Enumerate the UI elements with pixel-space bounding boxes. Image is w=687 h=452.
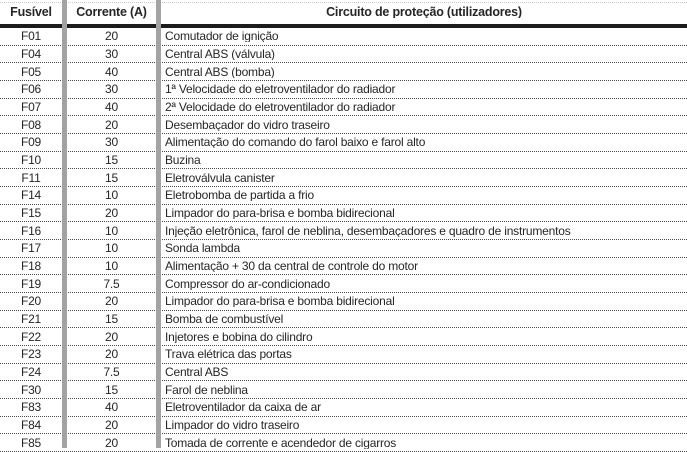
circuit-cell: Alimentação + 30 da central de controle do motor [165, 260, 418, 273]
circuit-cell: Trava elétrica das portas [165, 348, 292, 361]
fuse-id-cell: F04 [20, 47, 42, 61]
current-cell: 15 [105, 382, 118, 397]
circuit-cell: 2ª Velocidade do eletroventilador do radiador [165, 101, 396, 114]
table-row [0, 81, 687, 99]
current-cell: 15 [105, 312, 118, 327]
table-row [0, 275, 687, 293]
fuse-id-cell: F85 [20, 435, 42, 450]
circuit-cell: Central ABS [165, 366, 229, 379]
circuit-cell: 1ª Velocidade do eletroventilador do radiador [165, 83, 396, 96]
table-row [0, 63, 687, 81]
table-row [0, 399, 687, 417]
table-row [0, 99, 687, 117]
fuse-id-cell: F11 [21, 170, 41, 185]
table-row [0, 222, 687, 240]
fuse-id-cell: F01 [20, 29, 42, 44]
current-cell: 20 [105, 294, 118, 309]
table-row [0, 46, 687, 64]
current-cell: 20 [105, 29, 118, 44]
current-cell: 15 [105, 170, 118, 185]
fuse-id-cell: F05 [20, 64, 42, 79]
current-cell: 20 [105, 329, 118, 344]
circuit-cell: Limpador do para-brisa e bomba bidirecional [165, 207, 395, 220]
fuse-id-cell: F08 [20, 117, 42, 132]
fuse-id-cell: F15 [20, 206, 42, 221]
circuit-cell: Buzina [165, 154, 201, 167]
current-cell: 30 [105, 135, 118, 150]
table-row [0, 240, 687, 258]
circuit-cell: Comutador de ignição [165, 30, 279, 43]
current-cell: 7.5 [103, 276, 120, 291]
current-cell: 15 [105, 153, 118, 168]
table-row [0, 434, 687, 452]
circuit-cell: Alimentação do comando do farol baixo e farol alto [165, 136, 426, 149]
fuse-id-cell: F84 [20, 418, 42, 433]
current-cell: 30 [105, 82, 118, 97]
current-cell: 10 [105, 188, 118, 203]
fuse-id-cell: F14 [20, 188, 42, 203]
circuit-cell: Eletroventilador da caixa de ar [165, 401, 321, 414]
fuse-id-cell: F19 [20, 276, 42, 291]
table-row [0, 205, 687, 223]
column-header-fusivel: Fusível [10, 4, 52, 19]
current-cell: 7.5 [103, 365, 120, 380]
circuit-cell: Injeção eletrônica, farol de neblina, desembaçadores e quadro de instrumentos [165, 224, 571, 237]
table-row [0, 258, 687, 276]
fuse-id-cell: F22 [20, 329, 42, 344]
table-row [0, 169, 687, 187]
circuit-cell: Farol de neblina [165, 383, 248, 396]
fuse-id-cell: F07 [20, 100, 42, 115]
column-header-corrente: Corrente (A) [76, 4, 147, 19]
table-row [0, 134, 687, 152]
current-cell: 10 [105, 259, 118, 274]
fuse-id-cell: F16 [20, 223, 42, 238]
current-cell: 40 [105, 100, 118, 115]
current-cell: 20 [105, 117, 118, 132]
fuse-id-cell: F21 [20, 312, 42, 327]
table-row [0, 187, 687, 205]
circuit-cell: Tomada de corrente e acendedor de cigarros [165, 436, 397, 449]
current-cell: 30 [105, 47, 118, 61]
table-row [0, 364, 687, 382]
table-body [0, 28, 687, 452]
fuse-id-cell: F18 [20, 259, 42, 274]
current-cell: 10 [105, 223, 118, 238]
column-divider [62, 0, 67, 448]
current-cell: 20 [105, 418, 118, 433]
circuit-cell: Central ABS (válvula) [165, 48, 275, 60]
fuse-id-cell: F20 [20, 294, 42, 309]
column-divider [156, 0, 161, 448]
circuit-cell: Central ABS (bomba) [165, 65, 275, 78]
table-row [0, 311, 687, 329]
table-row [0, 328, 687, 346]
circuit-cell: Compressor do ar-condicionado [165, 277, 330, 290]
table-row [0, 28, 687, 46]
fuse-id-cell: F83 [20, 400, 42, 415]
table-row [0, 381, 687, 399]
fuse-id-cell: F06 [20, 82, 42, 97]
current-cell: 20 [105, 435, 118, 450]
table-row [0, 417, 687, 435]
fuse-id-cell: F30 [20, 382, 42, 397]
circuit-cell: Injetores e bobina do cilindro [165, 330, 313, 343]
fuse-id-cell: F17 [20, 241, 42, 256]
fuse-id-cell: F10 [20, 153, 42, 168]
current-cell: 40 [105, 64, 118, 79]
current-cell: 20 [105, 206, 118, 221]
circuit-cell: Eletrobomba de partida a frio [165, 189, 314, 202]
table-row [0, 346, 687, 364]
circuit-cell: Bomba de combustível [165, 313, 284, 326]
current-cell: 40 [105, 400, 118, 415]
circuit-cell: Desembaçador do vidro traseiro [165, 118, 330, 131]
current-cell: 10 [105, 241, 118, 256]
circuit-cell: Eletroválvula canister [165, 171, 275, 184]
circuit-cell: Limpador do para-brisa e bomba bidirecional [165, 295, 395, 308]
table-row [0, 293, 687, 311]
current-cell: 20 [105, 347, 118, 362]
table-row [0, 116, 687, 134]
column-header-circuito: Circuito de proteção (utilizadores) [326, 5, 522, 19]
fuse-id-cell: F24 [20, 365, 42, 380]
fuse-id-cell: F23 [20, 347, 42, 362]
table-header-row [0, 0, 687, 28]
circuit-cell: Limpador do vidro traseiro [165, 419, 300, 432]
circuit-cell: Sonda lambda [165, 242, 240, 255]
fuse-id-cell: F09 [20, 135, 42, 150]
table-row [0, 152, 687, 170]
